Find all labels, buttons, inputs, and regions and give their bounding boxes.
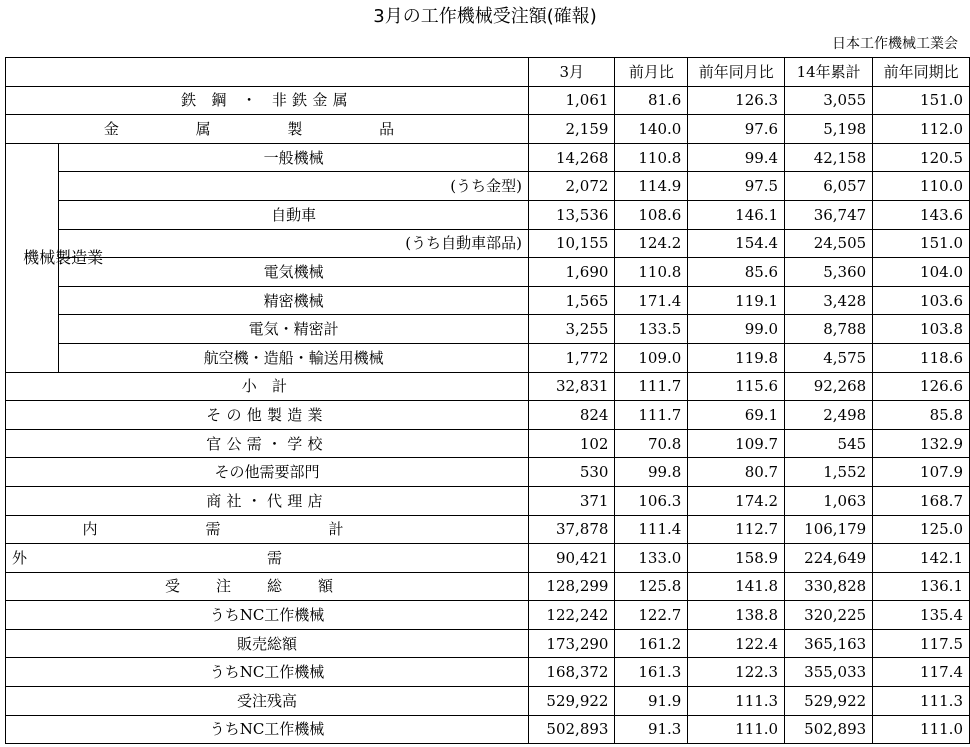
row-label: うちNC工作機械: [6, 658, 529, 687]
cell: 545: [785, 429, 873, 458]
header-ytd-yoy: 前年同期比: [873, 58, 970, 87]
cell: 371: [529, 486, 615, 515]
row-label: 電気機械: [59, 258, 529, 287]
cell: 355,033: [785, 658, 873, 687]
cell: 36,747: [785, 200, 873, 229]
table-row: [6, 544, 970, 573]
cell: 24,505: [785, 229, 873, 258]
cell: 107.9: [873, 458, 970, 487]
table-row: [6, 258, 970, 287]
cell: 122,242: [529, 601, 615, 630]
cell: 126.6: [873, 372, 970, 401]
header-yoy: 前年同月比: [688, 58, 785, 87]
row-label: うちNC工作機械: [6, 715, 529, 744]
cell: 103.6: [873, 286, 970, 315]
cell: 117.4: [873, 658, 970, 687]
cell: 102: [529, 429, 615, 458]
cell: 110.8: [615, 258, 688, 287]
table-row: [6, 629, 970, 658]
cell: 85.8: [873, 401, 970, 430]
cell: 365,163: [785, 629, 873, 658]
cell: 5,198: [785, 115, 873, 144]
cell: 104.0: [873, 258, 970, 287]
row-label: 外需: [6, 544, 529, 573]
table-row: [6, 143, 970, 172]
source-label: 日本工作機械工業会: [832, 36, 958, 52]
header-ytd: 14年累計: [785, 58, 873, 87]
cell: 99.0: [688, 315, 785, 344]
table-row: [6, 86, 970, 115]
cell: 502,893: [529, 715, 615, 744]
cell: 120.5: [873, 143, 970, 172]
cell: 115.6: [688, 372, 785, 401]
cell: 97.6: [688, 115, 785, 144]
cell: 106.3: [615, 486, 688, 515]
row-label: 一般機械: [59, 143, 529, 172]
cell: 140.0: [615, 115, 688, 144]
row-label: 電気・精密計: [59, 315, 529, 344]
cell: 81.6: [615, 86, 688, 115]
row-label: 受注残高: [6, 687, 529, 716]
cell: 109.7: [688, 429, 785, 458]
cell: 1,565: [529, 286, 615, 315]
cell: 85.6: [688, 258, 785, 287]
cell: 171.4: [615, 286, 688, 315]
cell: 111.7: [615, 401, 688, 430]
cell: 124.2: [615, 229, 688, 258]
cell: 112.0: [873, 115, 970, 144]
cell: 3,055: [785, 86, 873, 115]
table-row: [6, 458, 970, 487]
cell: 110.0: [873, 172, 970, 201]
cell: 118.6: [873, 343, 970, 372]
machinery-group-label: 機械製造業: [6, 143, 59, 372]
table-row: [6, 572, 970, 601]
row-label: (うち金型): [59, 172, 529, 201]
cell: 151.0: [873, 86, 970, 115]
cell: 80.7: [688, 458, 785, 487]
cell: 111.7: [615, 372, 688, 401]
cell: 111.3: [688, 687, 785, 716]
cell: 114.9: [615, 172, 688, 201]
table-row: [6, 172, 970, 201]
cell: 111.0: [873, 715, 970, 744]
cell: 99.8: [615, 458, 688, 487]
cell: 135.4: [873, 601, 970, 630]
cell: 168.7: [873, 486, 970, 515]
row-label: 官公需・学校: [6, 429, 529, 458]
header-row: [6, 58, 970, 87]
cell: 122.4: [688, 629, 785, 658]
cell: 2,072: [529, 172, 615, 201]
cell: 161.3: [615, 658, 688, 687]
cell: 10,155: [529, 229, 615, 258]
cell: 146.1: [688, 200, 785, 229]
cell: 42,158: [785, 143, 873, 172]
cell: 1,061: [529, 86, 615, 115]
cell: 2,498: [785, 401, 873, 430]
cell: 32,831: [529, 372, 615, 401]
cell: 99.4: [688, 143, 785, 172]
cell: 133.0: [615, 544, 688, 573]
cell: 154.4: [688, 229, 785, 258]
cell: 824: [529, 401, 615, 430]
cell: 151.0: [873, 229, 970, 258]
row-label: 商社・代理店: [6, 486, 529, 515]
cell: 133.5: [615, 315, 688, 344]
cell: 14,268: [529, 143, 615, 172]
cell: 168,372: [529, 658, 615, 687]
header-mom: 前月比: [615, 58, 688, 87]
table-row: [6, 115, 970, 144]
cell: 119.8: [688, 343, 785, 372]
cell: 13,536: [529, 200, 615, 229]
cell: 112.7: [688, 515, 785, 544]
page-title: 3月の工作機械受注額(確報): [373, 6, 597, 27]
header-blank: [6, 58, 529, 87]
table-row: [6, 486, 970, 515]
row-label: その他製造業: [6, 401, 529, 430]
cell: 69.1: [688, 401, 785, 430]
cell: 125.0: [873, 515, 970, 544]
table-row: [6, 515, 970, 544]
header-month: 3月: [529, 58, 615, 87]
row-label: 内需計: [6, 515, 529, 544]
row-label: 小 計: [6, 372, 529, 401]
cell: 103.8: [873, 315, 970, 344]
row-label: 精密機械: [59, 286, 529, 315]
cell: 141.8: [688, 572, 785, 601]
row-label: 鉄 鋼 ・ 非鉄金属: [6, 86, 529, 115]
cell: 97.5: [688, 172, 785, 201]
table-row: [6, 429, 970, 458]
table-row: [6, 715, 970, 744]
cell: 119.1: [688, 286, 785, 315]
row-label: うちNC工作機械: [6, 601, 529, 630]
cell: 70.8: [615, 429, 688, 458]
table-row: [6, 687, 970, 716]
cell: 126.3: [688, 86, 785, 115]
cell: 1,552: [785, 458, 873, 487]
row-label: 自動車: [59, 200, 529, 229]
table-row: [6, 343, 970, 372]
cell: 4,575: [785, 343, 873, 372]
row-label: 航空機・造船・輸送用機械: [59, 343, 529, 372]
cell: 138.8: [688, 601, 785, 630]
cell: 142.1: [873, 544, 970, 573]
cell: 111.3: [873, 687, 970, 716]
cell: 110.8: [615, 143, 688, 172]
cell: 111.4: [615, 515, 688, 544]
cell: 158.9: [688, 544, 785, 573]
cell: 6,057: [785, 172, 873, 201]
cell: 111.0: [688, 715, 785, 744]
cell: 1,063: [785, 486, 873, 515]
cell: 132.9: [873, 429, 970, 458]
cell: 502,893: [785, 715, 873, 744]
table-row: [6, 658, 970, 687]
table-row: [6, 601, 970, 630]
cell: 224,649: [785, 544, 873, 573]
cell: 106,179: [785, 515, 873, 544]
cell: 125.8: [615, 572, 688, 601]
table-row: [6, 315, 970, 344]
cell: 91.3: [615, 715, 688, 744]
row-label: 受注総額: [6, 572, 529, 601]
cell: 128,299: [529, 572, 615, 601]
cell: 529,922: [785, 687, 873, 716]
cell: 529,922: [529, 687, 615, 716]
row-label: (うち自動車部品): [59, 229, 529, 258]
cell: 143.6: [873, 200, 970, 229]
table-row: [6, 286, 970, 315]
cell: 530: [529, 458, 615, 487]
cell: 3,255: [529, 315, 615, 344]
cell: 8,788: [785, 315, 873, 344]
cell: 5,360: [785, 258, 873, 287]
orders-table: [5, 57, 970, 744]
row-label: 販売総額: [6, 629, 529, 658]
table-row: [6, 401, 970, 430]
table-row: [6, 229, 970, 258]
cell: 161.2: [615, 629, 688, 658]
cell: 122.3: [688, 658, 785, 687]
cell: 174.2: [688, 486, 785, 515]
cell: 330,828: [785, 572, 873, 601]
cell: 37,878: [529, 515, 615, 544]
cell: 1,772: [529, 343, 615, 372]
cell: 2,159: [529, 115, 615, 144]
cell: 3,428: [785, 286, 873, 315]
cell: 90,421: [529, 544, 615, 573]
cell: 1,690: [529, 258, 615, 287]
cell: 108.6: [615, 200, 688, 229]
cell: 122.7: [615, 601, 688, 630]
cell: 109.0: [615, 343, 688, 372]
cell: 92,268: [785, 372, 873, 401]
cell: 117.5: [873, 629, 970, 658]
row-label: その他需要部門: [6, 458, 529, 487]
cell: 91.9: [615, 687, 688, 716]
table-row: [6, 372, 970, 401]
cell: 320,225: [785, 601, 873, 630]
cell: 136.1: [873, 572, 970, 601]
row-label: 金 属 製 品: [6, 115, 529, 144]
cell: 173,290: [529, 629, 615, 658]
table-row: [6, 200, 970, 229]
